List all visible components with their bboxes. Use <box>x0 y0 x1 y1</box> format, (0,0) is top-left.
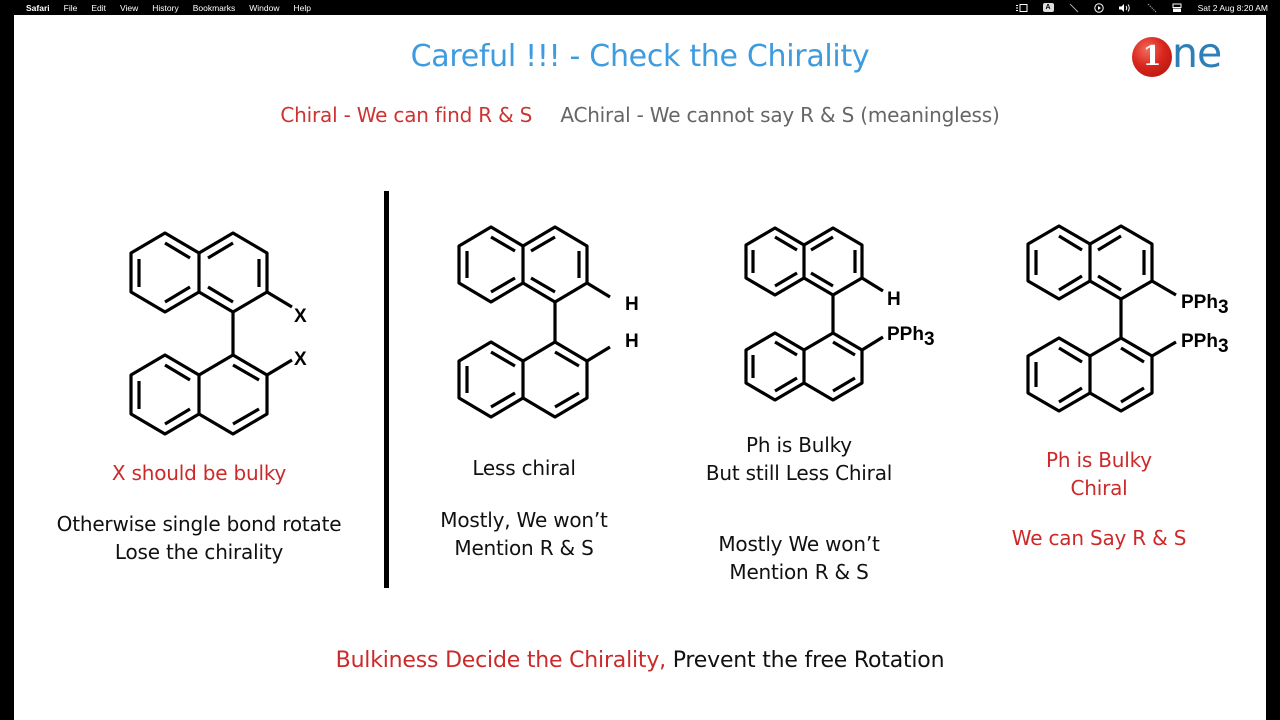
molecule-binaphthyl-pph3-pph3 <box>1009 215 1249 425</box>
one-logo <box>1132 29 1242 79</box>
subtitle <box>14 103 1266 127</box>
menu-clock[interactable]: Sat 2 Aug 8:20 AM <box>1197 2 1268 13</box>
menu-view[interactable]: View <box>119 2 139 13</box>
molecule-binaphthyl-x <box>112 215 332 445</box>
menu-app-safari[interactable]: Safari <box>26 2 50 13</box>
vertical-divider <box>384 191 389 588</box>
subtitle-chiral: Chiral - We can find R & S <box>280 103 533 127</box>
substituent-h: H <box>887 289 901 310</box>
substituent-x-top: X <box>294 306 307 327</box>
caption-ph-bulky-chiral: Ph is Bulky Chiral <box>1046 448 1152 500</box>
caption-hpph3-note: Mostly We won’t Mention R & S <box>718 532 880 584</box>
substituent-pph3-top: PPh3 <box>1181 292 1229 318</box>
logo-text: ne <box>1172 29 1222 77</box>
caption-x-bulky: X should be bulky <box>111 461 287 485</box>
substituent-x-bottom: X <box>294 349 307 370</box>
subtitle-achiral: AChiral - We cannot say R & S (meaningless) <box>560 103 1000 127</box>
caption-can-say-rs: We can Say R & S <box>1011 526 1187 550</box>
bottom-conclusion <box>14 648 1266 673</box>
caption-x-note: Otherwise single bond rotate Lose the chirality <box>56 512 342 564</box>
menu-bookmarks[interactable]: Bookmarks <box>192 2 236 13</box>
menu-bar <box>0 0 1280 15</box>
display-icon[interactable] <box>1016 4 1028 12</box>
wifi-off-icon[interactable] <box>1069 3 1079 13</box>
slide-canvas <box>14 15 1266 720</box>
molecule-binaphthyl-h-pph3 <box>729 215 949 415</box>
caption-less-chiral: Less chiral <box>472 456 576 480</box>
input-source-icon[interactable]: A <box>1043 3 1054 12</box>
menu-file[interactable]: File <box>63 2 78 13</box>
volume-icon[interactable] <box>1119 3 1132 13</box>
caption-hh-note: Mostly, We won’t Mention R & S <box>440 508 608 560</box>
substituent-pph3: PPh3 <box>887 324 935 350</box>
menu-history[interactable]: History <box>152 2 179 13</box>
substituent-h-top: H <box>625 294 639 315</box>
substituent-pph3-bottom: PPh3 <box>1181 331 1229 357</box>
slide-title: Careful !!! - Check the Chirality <box>410 39 870 74</box>
menu-window[interactable]: Window <box>249 2 280 13</box>
conclusion-red: Bulkiness Decide the Chirality, <box>335 648 666 673</box>
bluetooth-off-icon[interactable] <box>1147 3 1157 13</box>
battery-icon[interactable] <box>1172 3 1182 13</box>
conclusion-black: Prevent the free Rotation <box>665 648 945 673</box>
play-icon[interactable] <box>1094 3 1104 13</box>
menu-edit[interactable]: Edit <box>91 2 106 13</box>
logo-digit: 1 <box>1132 37 1172 77</box>
menu-help[interactable]: Help <box>293 2 311 13</box>
molecule-binaphthyl-h-h <box>454 215 654 425</box>
caption-ph-bulky-less: Ph is Bulky But still Less Chiral <box>705 433 893 485</box>
substituent-h-bottom: H <box>625 331 639 352</box>
